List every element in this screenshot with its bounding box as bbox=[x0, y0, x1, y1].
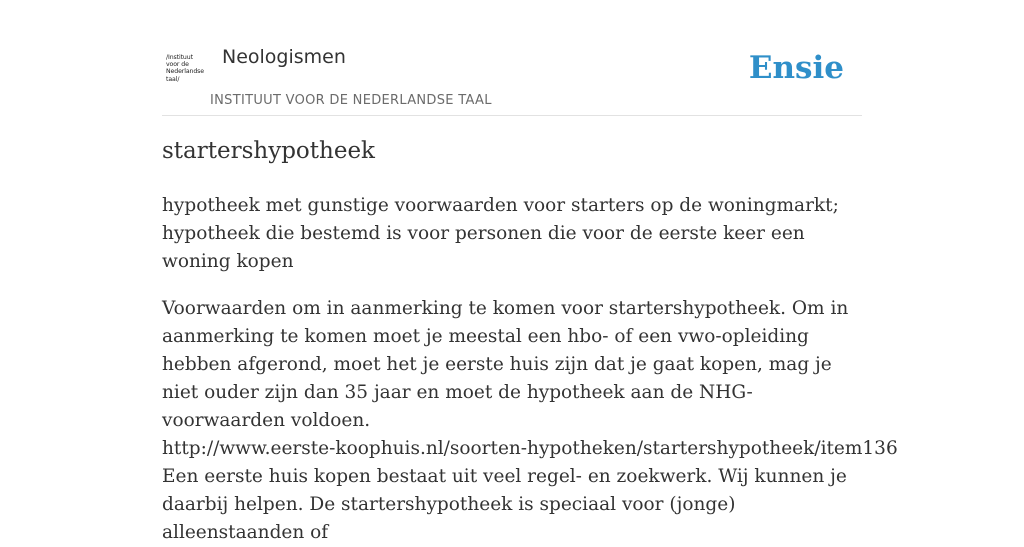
site-title[interactable]: Neologismen bbox=[222, 46, 346, 68]
logo-line: /Instituut bbox=[166, 54, 193, 61]
ensie-logo[interactable]: Ensie bbox=[748, 50, 844, 86]
quote-block bbox=[162, 295, 898, 463]
quote-text: Voorwaarden om in aanmerking te komen voor startershypotheek. Om in aanmerking te komen moet je meestal een hbo- of een vwo-opleiding hebben afgerond, moet het je eerste huis zijn dat je gaat kopen, mag je niet ouder zijn dan 35 jaar en moet de hypotheek aan de NHG-voorwaarden voldoen. bbox=[162, 298, 849, 431]
logo-line: Nederlandse bbox=[166, 68, 205, 76]
headword: startershypotheek bbox=[162, 138, 375, 164]
logo-line: taal/ bbox=[166, 75, 180, 83]
quote-source-link[interactable]: http://www.eerste-koophuis.nl/soorten-hypotheken/startershypotheek/item136 bbox=[162, 438, 898, 459]
institute-logo[interactable] bbox=[166, 54, 208, 90]
site-header bbox=[162, 40, 862, 116]
institute-subtitle: INSTITUUT VOOR DE NEDERLANDSE TAAL bbox=[210, 93, 492, 108]
quote-text: Een eerste huis kopen bestaat uit veel regel- en zoekwerk. Wij kunnen je daarbij helpen. De startershypotheek is speciaal voor (jonge) alleenstaanden of bbox=[162, 466, 847, 543]
definition: hypotheek met gunstige voorwaarden voor starters op de woningmarkt; hypotheek die bestemd is voor personen die voor de eerste keer een woning kopen bbox=[162, 195, 839, 272]
logo-line: voor de bbox=[166, 61, 189, 69]
